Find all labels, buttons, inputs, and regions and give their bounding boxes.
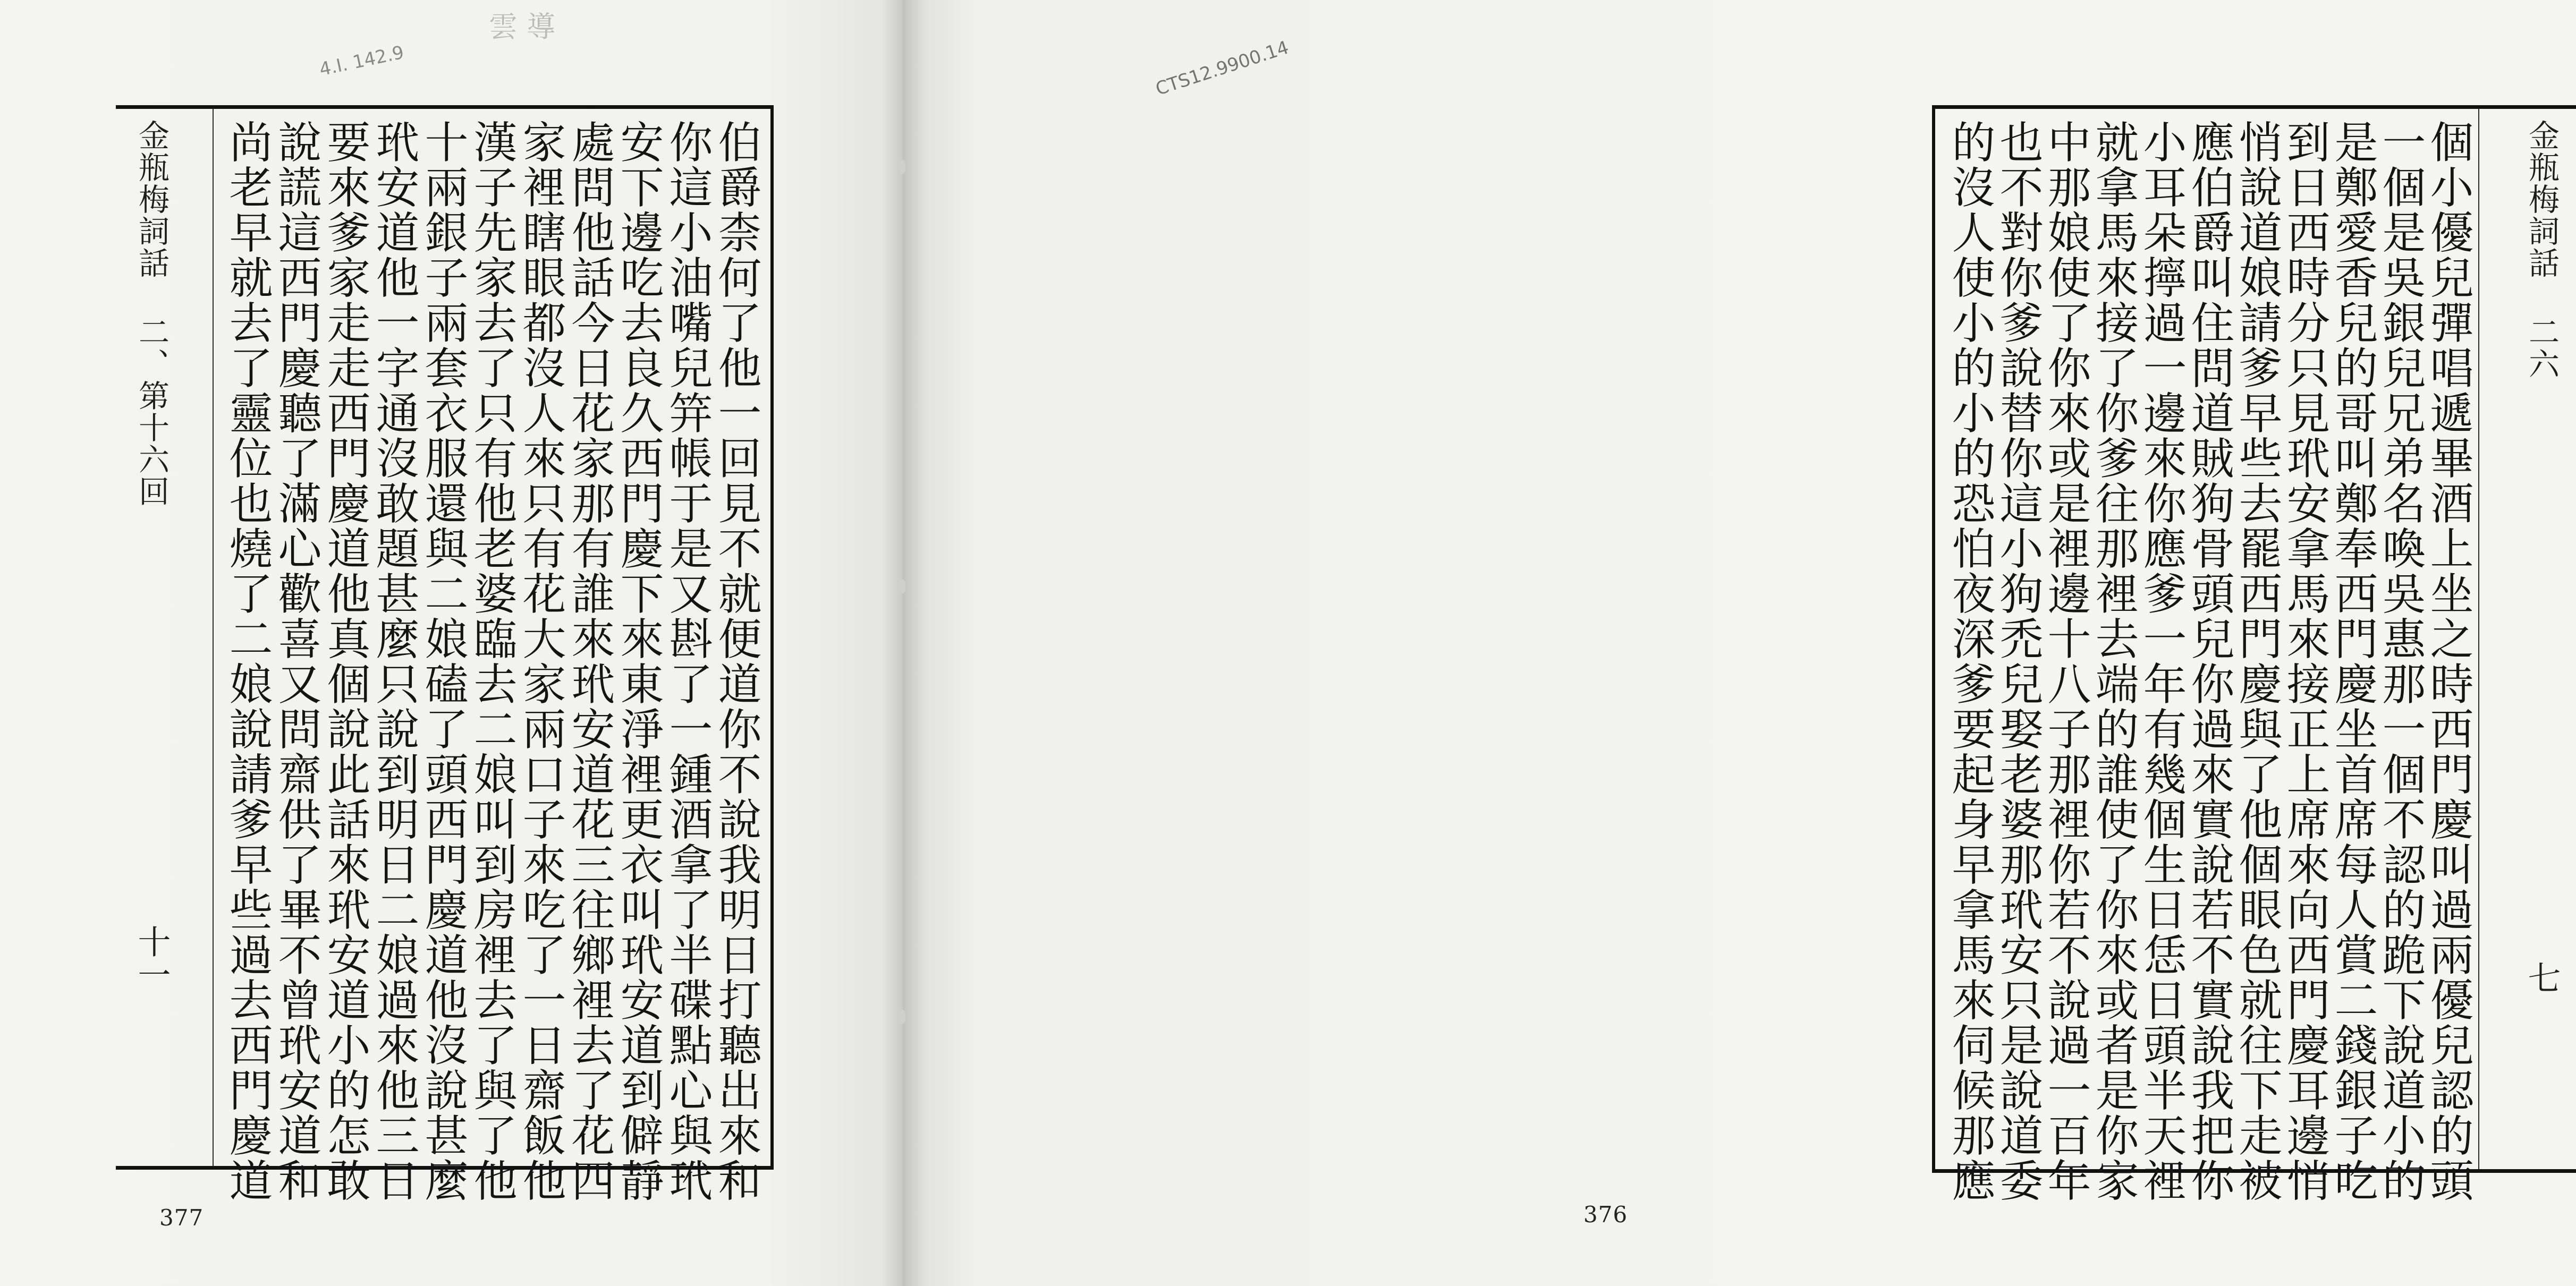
text-column: 就拿馬來接了你爹往那裡去端的誰使了你來或者是你家 bbox=[2088, 120, 2139, 1203]
right-banxin-title: 金瓶梅詞話 二六 bbox=[2523, 120, 2560, 380]
text-column: 伯爵柰何了他一回見不就便道你不說我明日打聽出來和 bbox=[711, 120, 761, 1203]
text-column: 玳安道他一字通沒敢題甚麼只說到明日二娘過來他三日 bbox=[369, 120, 419, 1203]
text-column: 悄說道娘請爹早些去罷西門慶與了他個眼色就往下走被 bbox=[2232, 120, 2282, 1203]
binding-hole bbox=[897, 579, 905, 594]
binding-gutter bbox=[882, 0, 925, 1286]
text-column: 小耳朵擰過一邊來你應爹一年有幾個生日恁日頭半天裡 bbox=[2136, 120, 2187, 1203]
right-page bbox=[903, 0, 2561, 1286]
text-column: 安下邊吃去良久西門慶下來東淨裡更衣叫玳安道到僻靜 bbox=[613, 120, 664, 1203]
library-stamp: 雲 導 bbox=[489, 10, 556, 44]
binding-hole bbox=[897, 1009, 905, 1024]
right-page-number: 376 bbox=[1583, 1202, 1628, 1228]
left-page bbox=[0, 0, 903, 1286]
text-column: 一個是吳銀兒兄弟名喚吳惠那一個不認的跪下說道小的 bbox=[2375, 120, 2426, 1203]
catalog-number: CTS12.9900.14 bbox=[1153, 37, 1292, 100]
right-banxin-leaf: 七 bbox=[2522, 961, 2561, 994]
text-column: 家裡瞎眼都沒人來只有花大家兩口子來吃了一日齋飯他 bbox=[515, 120, 566, 1203]
text-column: 個小優兒彈唱遞畢酒上坐之時西門慶叫過兩優兒認的頭 bbox=[2423, 120, 2473, 1203]
pencil-note: 4.I. 142.9 bbox=[317, 41, 406, 81]
text-column: 你這小油嘴兒笄帳于是又斟了一鍾酒拿了半碟點心與玳 bbox=[662, 120, 713, 1203]
text-column: 也不對你爹說替你這小狗禿兒娶老婆那玳安只是說道委 bbox=[1993, 120, 2043, 1203]
left-page-number: 377 bbox=[159, 1205, 204, 1231]
text-column: 十兩銀子兩套衣服還與二娘磕了頭西門慶道他沒說甚麼 bbox=[418, 120, 468, 1203]
left-page-frame bbox=[116, 105, 774, 1203]
left-banxin-rule bbox=[213, 109, 214, 1166]
left-banxin-title: 金瓶梅詞話 二、第十六回 bbox=[133, 120, 170, 507]
text-column: 漢子先家去了只有他老婆臨去二娘叫到房裡去了與了他 bbox=[467, 120, 517, 1203]
text-column: 要來爹家走走西門慶道他真個說此話來玳安道小的怎敢 bbox=[320, 120, 370, 1203]
text-column: 到日西時分只見玳安拿馬來接正上席來向西門慶耳邊悄 bbox=[2280, 120, 2330, 1203]
text-column: 說謊這西門慶聽了滿心歡喜又問齋供了畢不曾玳安道和 bbox=[271, 120, 321, 1203]
text-column: 的沒人使小的小的恐怕夜深爹要起身早拿馬來伺候那應 bbox=[1945, 120, 1995, 1203]
right-banxin-rule bbox=[2478, 109, 2479, 1169]
text-column: 處問他話今日花家那有誰來玳安道花三往鄉裡去了花四 bbox=[564, 120, 615, 1203]
text-column: 是鄭愛香兒的哥叫鄭奉西門慶坐首席每人賞二錢銀子吃 bbox=[2327, 120, 2378, 1203]
right-page-frame bbox=[1932, 105, 2576, 1203]
text-column: 尚老早就去了靈位也燒了二娘說請爹早些過去西門慶道 bbox=[222, 120, 273, 1203]
text-column: 應伯爵叫住問道賊狗骨頭兒你過來實說若不實說我把你 bbox=[2184, 120, 2234, 1203]
left-banxin-leaf: 十一 bbox=[132, 925, 171, 991]
binding-hole bbox=[897, 159, 905, 174]
text-column: 中那娘使了你來或是裡邊十八子那裡你若不說過一百年 bbox=[2040, 120, 2091, 1203]
